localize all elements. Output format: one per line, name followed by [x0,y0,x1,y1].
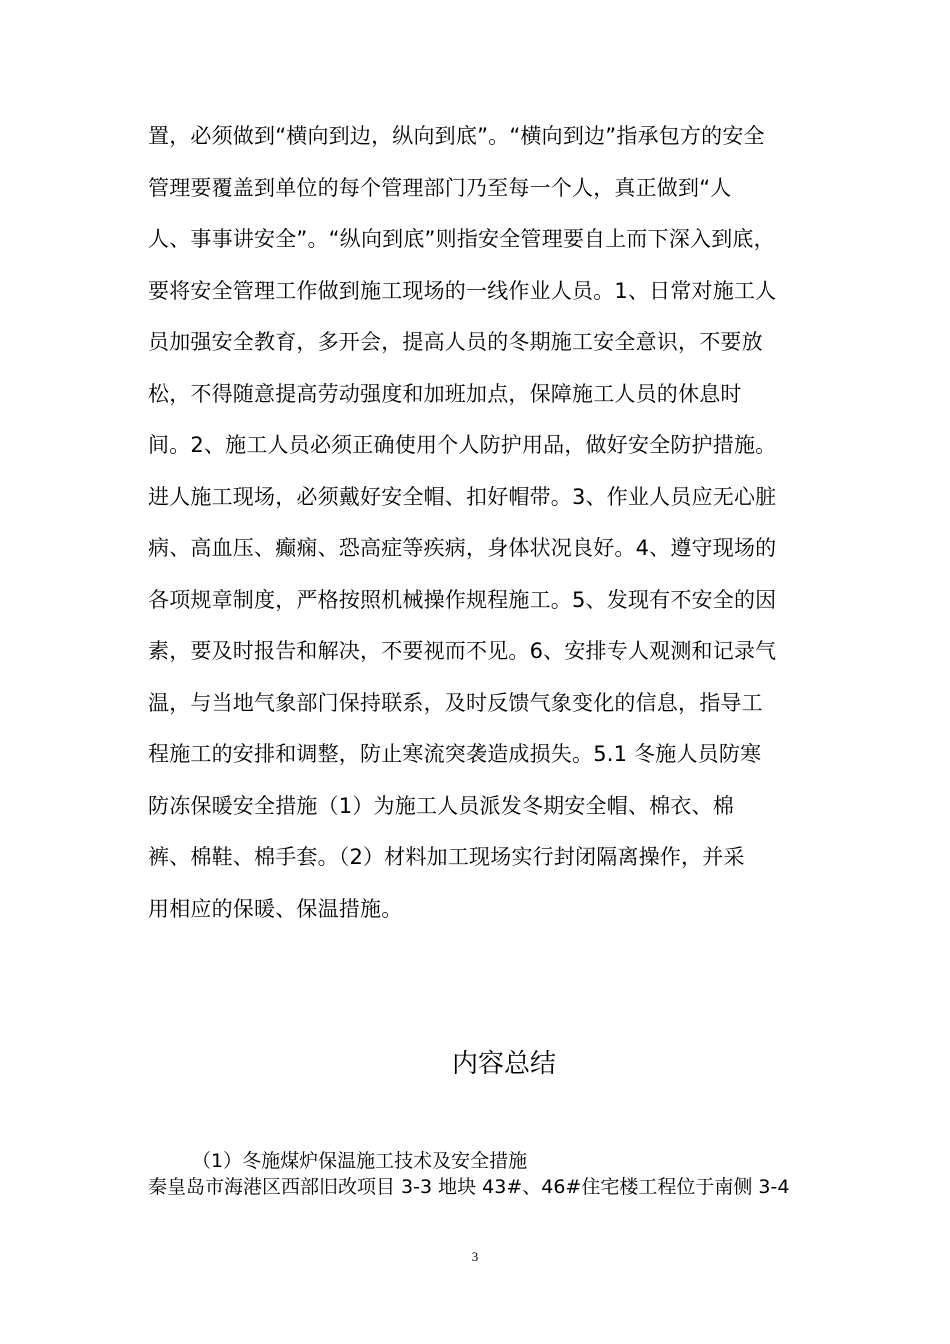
page-number: 3 [471,1249,479,1264]
body-line: 素，要及时报告和解决，不要视而不见。6、安排专人观测和记录气 [148,639,777,663]
body-line: 用相应的保暖、保温措施。 [148,896,403,921]
body-line: 人、事事讲安全”。“纵向到底”则指安全管理要自上而下深入到底， [148,227,775,251]
section-title: 内容总结 [451,1049,556,1079]
body-line: 置，必须做到“横向到边，纵向到底”。“横向到边”指承包方的安全 [148,124,765,148]
body-paragraph [148,116,798,940]
body-line: 间。2、施工人员必须正确使用个人防护用品，做好安全防护措施。 [148,433,777,457]
summary-heading: （1）冬施煤炉保温施工技术及安全措施 [192,1150,528,1172]
body-line: 防冻保暖安全措施（1）为施工人员派发冬期安全帽、棉衣、棉 [148,793,734,818]
body-line: 裤、棉鞋、棉手套。（2）材料加工现场实行封闭隔离操作，并采 [148,845,745,869]
summary-block [148,1148,808,1200]
body-line: 程施工的安排和调整，防止寒流突袭造成损失。5.1 冬施人员防寒 [148,742,762,766]
body-line: 进人施工现场，必须戴好安全帽、扣好帽带。3、作业人员应无心脏 [148,484,777,509]
body-line: 员加强安全教育，多开会，提高人员的冬期施工安全意识，不要放 [148,330,763,354]
body-line: 病、高血压、癫痫、恐高症等疾病，身体状况良好。4、遵守现场的 [148,536,777,560]
body-line: 要将安全管理工作做到施工现场的一线作业人员。1、日常对施工人 [148,278,777,303]
summary-text: 秦皇岛市海港区西部旧改项目 3-3 地块 43#、46#住宅楼工程位于南侧 3-4 [148,1176,790,1198]
body-line: 松，不得随意提高劳动强度和加班加点，保障施工人员的休息时 [148,381,742,406]
body-line: 温，与当地气象部门保持联系，及时反馈气象变化的信息，指导工 [148,690,763,715]
body-line: 各项规章制度，严格按照机械操作规程施工。5、发现有不安全的因 [148,587,777,612]
body-line: 管理要覆盖到单位的每个管理部门乃至每一个人，真正做到“人 [148,175,732,200]
